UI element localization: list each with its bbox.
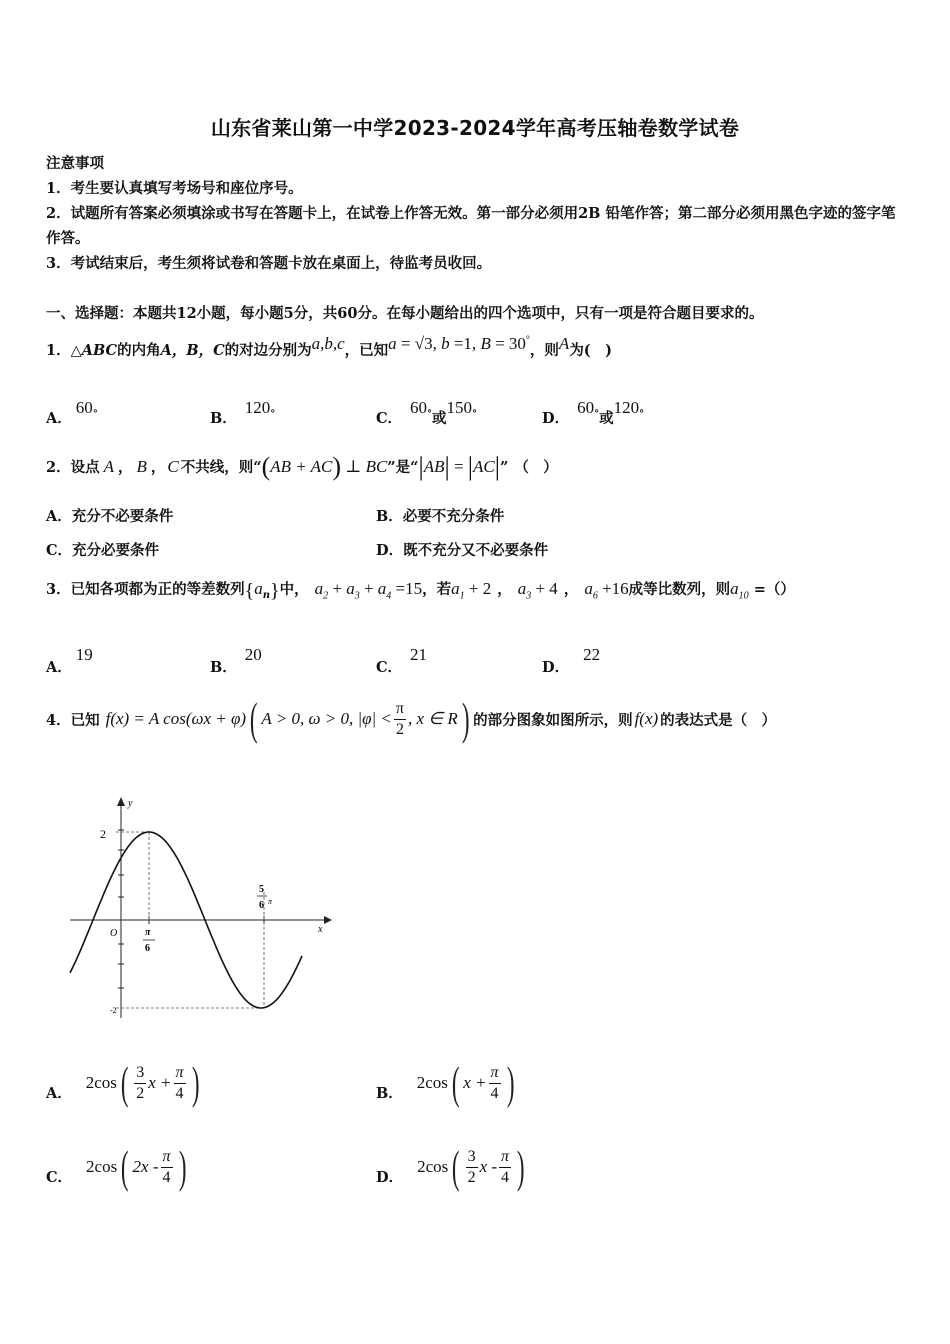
q4-option-b-x: x + xyxy=(463,1073,487,1092)
q2-quote-open-2: “ xyxy=(410,459,419,476)
x-tick2-num: 5 xyxy=(259,884,264,895)
q3-term-3-rest: +16 xyxy=(597,579,629,598)
q2-text-b: 不共线，则 xyxy=(180,459,254,476)
question-2: 2．设点 A ， B ， C 不共线，则“(AB + AC) ⊥ BC”是“|AB| = |AC|” （ ） xyxy=(46,452,558,481)
q3-text-d: 成等比数列，则 xyxy=(628,581,731,598)
y-axis-arrow xyxy=(117,797,125,806)
q1-cond-30: = 30 xyxy=(490,334,526,353)
q1-option-c-value: 60 xyxy=(410,398,428,417)
q1-option-d[interactable]: D．60°或120° xyxy=(542,398,645,427)
q4-option-d-x: x - xyxy=(479,1157,498,1176)
q4-text-a: 已知 xyxy=(70,711,100,729)
origin-label: O xyxy=(110,928,118,939)
q4-cond-pi: π xyxy=(394,699,406,720)
q3-comma-2: ， xyxy=(563,581,579,598)
q4-function: f(x) = A cos(ωx + φ) ( A > 0, ω > 0, |φ| < $\frac{\pi}{2}$ , x ∈ R ) xyxy=(105,693,470,744)
q4-option-d-coef: 2cos xyxy=(417,1157,449,1176)
q1-option-d-label: D． xyxy=(542,410,570,427)
q2-point-b: B xyxy=(136,457,147,476)
q4-text-c: 的表达式是（ ） xyxy=(660,711,777,729)
q3-a10: a xyxy=(730,579,739,598)
q3-term-1-sub: 1 xyxy=(459,590,465,602)
q3-sum-expr xyxy=(314,579,423,602)
q1-cond-a: a xyxy=(388,334,397,353)
q1-cond-b: b xyxy=(441,334,450,353)
page-title: 山东省莱山第一中学2023-2024学年高考压轴卷数学试卷 xyxy=(210,116,740,140)
q4-option-d-n: 3 xyxy=(466,1147,478,1168)
q4-option-c-pn: π xyxy=(161,1147,173,1168)
q2-option-a[interactable] xyxy=(46,505,173,526)
q4-fx: f(x) xyxy=(634,709,659,728)
q3-option-a[interactable] xyxy=(46,645,93,677)
y-axis-label: y xyxy=(128,798,133,809)
q3-option-b[interactable] xyxy=(210,645,262,677)
q3-term-2 xyxy=(517,579,558,602)
q3-a2-sub: 2 xyxy=(323,590,329,602)
note-item-1: 1．考生要认真填写考场号和座位序号。 xyxy=(46,180,303,197)
section-heading: 一、选择题：本题共12小题，每小题5分，共60分。在每小题给出的四个选项中，只有一项是符合题目要求的。 xyxy=(46,305,764,322)
q3-text-a: 已知各项都为正的等差数列 xyxy=(70,581,245,598)
q3-option-a-value: 19 xyxy=(75,645,93,664)
q3-comma-1: ， xyxy=(497,581,512,598)
q3-a4-sub: 4 xyxy=(386,590,392,602)
q3-term-1-a: a xyxy=(451,579,460,598)
x-tick2-pi: π xyxy=(268,897,273,906)
q3-term-3-a: a xyxy=(584,579,593,598)
q1-option-a-label: A． xyxy=(46,410,72,427)
q2-option-a-text: 充分不必要条件 xyxy=(71,508,174,525)
q1-text-d: 的对边分别为 xyxy=(224,342,312,359)
q2-option-a-label: A． xyxy=(46,508,72,525)
q1-text-e: ，已知 xyxy=(344,342,389,359)
notes-heading: 注意事项 xyxy=(46,155,104,172)
q4-option-b-label: B． xyxy=(376,1084,403,1102)
q1-number: 1． xyxy=(46,342,71,359)
q1-option-a-value: 60 xyxy=(75,398,93,417)
q4-option-c-coef: 2cos xyxy=(86,1157,118,1176)
q4-number: 4． xyxy=(46,711,71,729)
q3-plus-1: + xyxy=(328,579,347,598)
q1-option-a[interactable]: A．60° xyxy=(46,398,98,427)
q1-option-d-value2: 120 xyxy=(613,398,640,417)
q3-term-2-a: a xyxy=(517,579,527,598)
q2-point-c: C xyxy=(167,457,179,476)
q3-term-2-sub: 3 xyxy=(526,590,532,602)
q1-option-c-label: C． xyxy=(376,410,403,427)
question-3: 3．已知各项都为正的等差数列$\{a_n\}$中， $a_2 + a_3 + a_4 =15$，若$a_1 + 2$ ， $a_3 + 4$ ， $a_6 +16$成等比数列，则$a_{10}$ =（） xyxy=(46,579,795,602)
q3-option-c-label: C． xyxy=(376,659,403,676)
q4-graph xyxy=(66,792,336,1024)
q1-option-c[interactable]: C．60°或150° xyxy=(376,398,478,427)
x-tick1-den: 6 xyxy=(145,943,150,954)
y-tick-bottom-label: -2 xyxy=(110,1006,117,1015)
q1-cond-b2: =1, xyxy=(449,334,481,353)
q2-text-c: 是 xyxy=(395,459,411,476)
q2-quote-open-1: “ xyxy=(253,459,262,476)
q1-option-b[interactable]: B．120° xyxy=(210,398,276,427)
x-axis-arrow xyxy=(324,916,332,924)
q1-abc: ABC xyxy=(81,342,118,359)
q3-text-e: =（） xyxy=(748,581,795,598)
q2-option-d-label: D． xyxy=(376,542,404,559)
q2-option-c[interactable] xyxy=(46,539,159,560)
q4-option-d-pn: π xyxy=(499,1147,511,1168)
q3-term-3 xyxy=(584,579,629,602)
q1-option-c-or: 或 xyxy=(432,410,447,427)
q3-option-b-label: B． xyxy=(210,659,237,676)
q2-option-c-text: 充分必要条件 xyxy=(72,542,160,559)
q1-option-c-value2: 150 xyxy=(446,398,473,417)
q4-option-a-pd: 4 xyxy=(175,1084,184,1102)
q4-option-b[interactable]: B． 2cos ( x + $\frac{\pi}{4}$ ) xyxy=(376,1057,515,1108)
q2-expr2b: AC xyxy=(473,457,495,476)
q2-eq: = xyxy=(449,457,468,476)
note-item-2: 2．试题所有答案必须填涂或书写在答题卡上，在试卷上作答无效。第一部分必须用2B 铅笔作答；第二部分必须用黑色字迹的签字笔作答。 xyxy=(46,205,896,247)
q2-expr1b: BC xyxy=(365,457,388,476)
q3-option-b-value: 20 xyxy=(244,645,262,664)
q4-option-a-pn: π xyxy=(174,1063,186,1084)
q2-option-d-text: 既不充分又不必要条件 xyxy=(403,542,549,559)
x-axis-label: x xyxy=(318,924,323,935)
q2-option-c-label: C． xyxy=(46,542,73,559)
q2-expr2a: AB xyxy=(423,457,445,476)
q1-option-d-value: 60 xyxy=(577,398,595,417)
q4-option-b-pn: π xyxy=(489,1063,501,1084)
q1-angles: A，B，C xyxy=(160,342,225,359)
question-1 xyxy=(46,334,612,360)
q3-option-a-label: A． xyxy=(46,659,72,676)
q2-number: 2． xyxy=(46,459,71,476)
q1-triangle: △ xyxy=(70,342,82,359)
q4-option-c-pd: 4 xyxy=(162,1168,171,1186)
q4-option-a-x: x + xyxy=(148,1073,172,1092)
q2-quote-close-1: ” xyxy=(387,459,396,476)
q4-option-c[interactable]: C． 2cos ( 2x - $\frac{\pi}{4}$ ) xyxy=(46,1141,187,1192)
q4-option-a-d: 2 xyxy=(136,1084,145,1102)
x-tick1-num: π xyxy=(145,927,151,938)
q1-text-b: 的内角 xyxy=(117,342,161,359)
q3-number: 3． xyxy=(46,581,71,598)
q4-option-b-coef: 2cos xyxy=(416,1073,448,1092)
q3-text-b: 中， xyxy=(279,581,309,598)
q2-option-b-label: B． xyxy=(376,508,403,525)
question-4 xyxy=(46,693,777,744)
q1-cond-B: B xyxy=(480,334,491,353)
y-tick-top-label: 2 xyxy=(100,827,106,841)
q3-seq-sub: n xyxy=(262,589,270,601)
q3-text-c: ，若 xyxy=(422,581,452,598)
q4-cond1: A > 0, ω > 0, |φ| < xyxy=(261,709,392,728)
q3-a3: a xyxy=(346,579,355,598)
x-tick2-den: 6 xyxy=(259,900,264,911)
q2-option-b[interactable] xyxy=(376,505,504,526)
q4-f-lhs: f(x) = A cos(ωx + φ) xyxy=(105,709,247,728)
q4-option-a[interactable]: A． 2cos ( $\frac{3}{2}$ x + $\frac{\pi}{4}$ ) xyxy=(46,1057,200,1108)
q4-cond2: , x ∈ R xyxy=(408,709,458,728)
q1-text-g: 为( ) xyxy=(569,342,613,359)
q3-plus-2: + xyxy=(359,579,378,598)
q4-option-d-pd: 4 xyxy=(501,1168,510,1186)
q2-expr1: AB + AC xyxy=(270,457,333,476)
q2-option-d[interactable] xyxy=(376,539,548,560)
q4-option-c-x: 2x - xyxy=(132,1157,159,1176)
q1-condition: a = √3, b =1, B = 30° xyxy=(388,334,530,353)
q2-perp: ⊥ xyxy=(341,457,366,476)
q1-option-d-or: 或 xyxy=(599,410,614,427)
q1-vars: a,b,c xyxy=(311,334,345,353)
q4-option-a-coef: 2cos xyxy=(85,1073,117,1092)
q4-option-a-label: A． xyxy=(46,1084,72,1102)
q3-a2: a xyxy=(314,579,324,598)
note-item-3: 3．考试结束后，考生须将试卷和答题卡放在桌面上，待监考员收回。 xyxy=(46,255,492,272)
q3-term-3-sub: 6 xyxy=(592,590,598,602)
q4-option-d[interactable]: D． 2cos ( $\frac{3}{2}$ x - $\frac{\pi}{4}$ ) xyxy=(376,1141,525,1192)
q3-a4: a xyxy=(377,579,387,598)
q4-option-a-n: 3 xyxy=(134,1063,146,1084)
q4-option-d-d: 2 xyxy=(467,1168,476,1186)
q3-term-1 xyxy=(451,579,492,602)
q1-option-b-value: 120 xyxy=(244,398,271,417)
q3-option-d[interactable] xyxy=(542,645,600,677)
q2-point-a: A xyxy=(103,457,114,476)
q4-text-b: 的部分图象如图所示，则 xyxy=(473,711,633,729)
q3-option-c-value: 21 xyxy=(410,645,428,664)
q4-cond-two: 2 xyxy=(395,720,404,738)
q1-cond-eq: = √3, xyxy=(396,334,442,353)
q3-option-c[interactable] xyxy=(376,645,427,677)
q4-option-d-label: D． xyxy=(376,1168,404,1186)
q4-option-b-pd: 4 xyxy=(490,1084,499,1102)
q2-option-b-text: 必要不充分条件 xyxy=(402,508,505,525)
q3-term-2-rest: + 4 xyxy=(531,579,558,598)
q3-a10-sub: 10 xyxy=(738,590,749,602)
q3-seq: a xyxy=(254,579,263,598)
q3-option-d-value: 22 xyxy=(583,645,601,664)
q4-option-c-label: C． xyxy=(46,1168,73,1186)
q3-term-1-rest: + 2 xyxy=(464,579,492,598)
q2-text-d: （ ） xyxy=(514,459,558,476)
q2-quote-close-2: ” xyxy=(499,459,509,476)
q3-eq15: =15 xyxy=(391,579,423,598)
q3-a3-sub: 3 xyxy=(354,590,360,602)
q1-option-b-label: B． xyxy=(210,410,237,427)
q2-text-a: 设点 xyxy=(70,459,100,476)
q1-text-f: ，则 xyxy=(529,342,559,359)
q1-var-A: A xyxy=(558,334,570,353)
q3-option-d-label: D． xyxy=(542,659,570,676)
